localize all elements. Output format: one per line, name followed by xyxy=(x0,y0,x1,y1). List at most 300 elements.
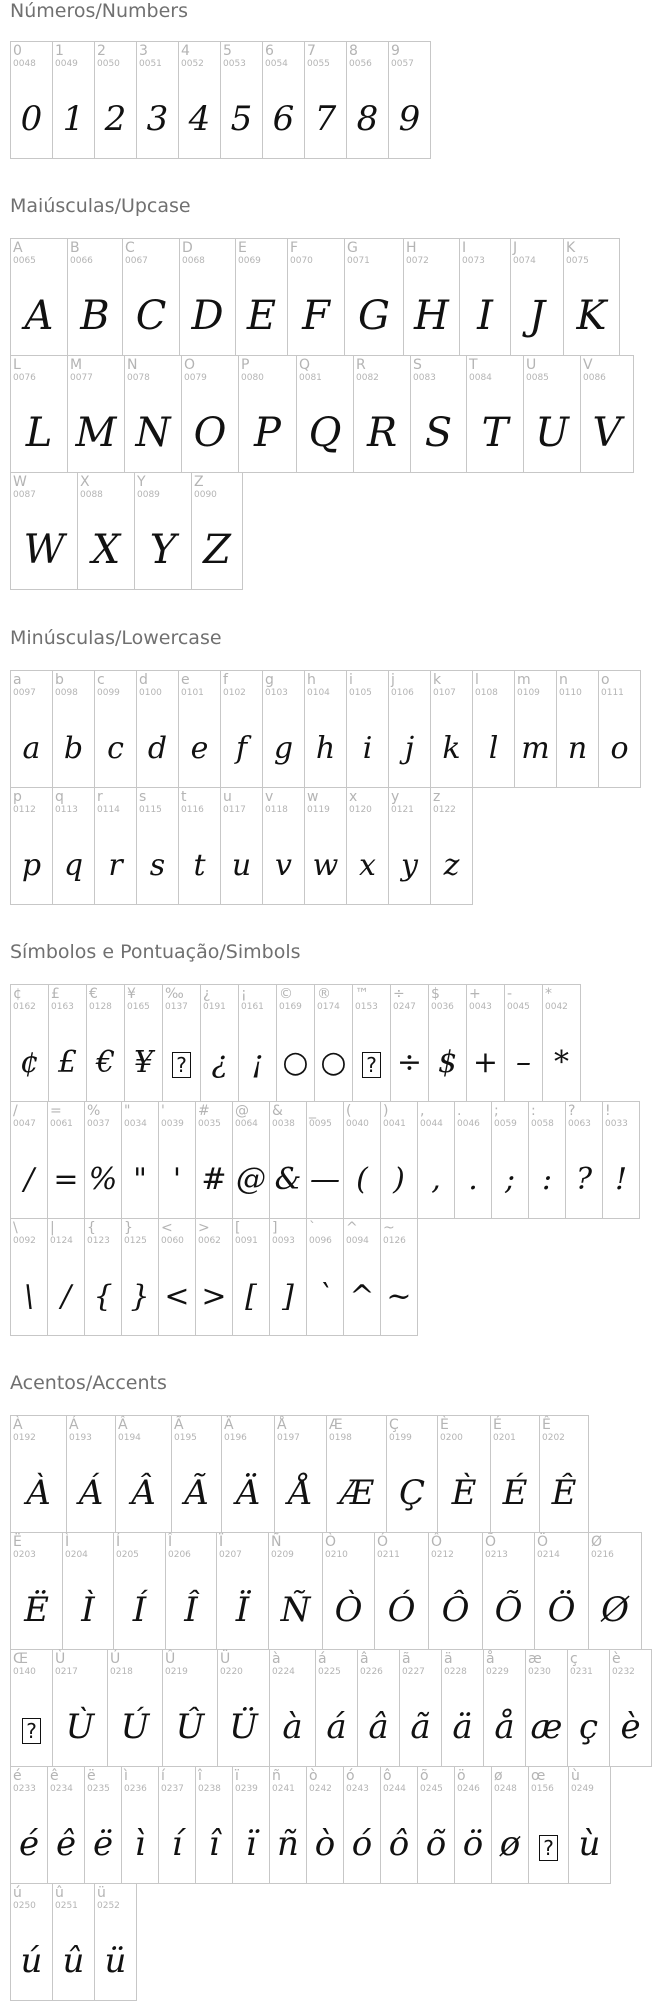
character-code: 0073 xyxy=(462,256,485,266)
glyph-cell-0074 xyxy=(510,238,564,356)
glyph-preview: S xyxy=(424,410,453,456)
glyph-cell-0061 xyxy=(47,1101,85,1219)
character-label: G xyxy=(347,240,358,256)
character-code: 0229 xyxy=(486,1667,509,1677)
character-code: 0201 xyxy=(493,1433,516,1443)
glyph-cell-0040 xyxy=(343,1101,381,1219)
glyph-cell-0098 xyxy=(52,670,95,788)
glyph-preview: ô xyxy=(388,1824,410,1864)
glyph-preview: Ë xyxy=(24,1590,49,1630)
character-code: 0162 xyxy=(13,1002,36,1012)
character-label: î xyxy=(198,1768,202,1784)
glyph-cell-0059 xyxy=(491,1101,529,1219)
missing-glyph-icon xyxy=(163,1029,200,1096)
glyph-preview: ú xyxy=(20,1941,43,1981)
character-label: = xyxy=(50,1103,62,1119)
glyph-cell-0125 xyxy=(121,1218,159,1336)
character-code: 0097 xyxy=(13,688,36,698)
missing-glyph-box: ? xyxy=(539,1835,558,1861)
character-code: 0049 xyxy=(55,59,78,69)
character-code: 0212 xyxy=(431,1550,454,1560)
character-label: Ã xyxy=(174,1417,184,1433)
character-label: É xyxy=(493,1417,502,1433)
character-label: U xyxy=(526,357,537,373)
character-code: 0098 xyxy=(55,688,78,698)
character-code: 0050 xyxy=(97,59,120,69)
character-label: © xyxy=(279,986,293,1002)
glyph-cell-0037 xyxy=(84,1101,122,1219)
character-code: 0108 xyxy=(475,688,498,698)
character-label: ? xyxy=(568,1103,576,1119)
glyph-preview: e xyxy=(190,731,209,766)
character-label: ø xyxy=(494,1768,503,1784)
character-label: Ù xyxy=(55,1651,66,1667)
glyph-cell-0055 xyxy=(304,41,347,159)
character-label: ¡ xyxy=(241,986,247,1002)
character-label: % xyxy=(87,1103,101,1119)
glyph-preview: % xyxy=(88,1162,118,1197)
glyph-preview: è xyxy=(620,1707,641,1747)
character-code: 0088 xyxy=(80,490,103,500)
character-label: ä xyxy=(444,1651,453,1667)
glyph-cell-0193 xyxy=(66,1415,116,1533)
character-code: 0069 xyxy=(238,256,261,266)
character-label: Ê xyxy=(542,1417,551,1433)
glyph-cell-0113 xyxy=(52,787,95,905)
glyph-cell-0174 xyxy=(314,984,353,1102)
character-label: K xyxy=(566,240,576,256)
character-label: 0 xyxy=(13,43,22,59)
character-code: 0241 xyxy=(272,1784,295,1794)
glyph-preview: Î xyxy=(184,1590,198,1630)
character-code: 0103 xyxy=(265,688,288,698)
character-label: P xyxy=(241,357,250,373)
character-code: 0209 xyxy=(271,1550,294,1560)
glyph-preview: Ú xyxy=(120,1707,150,1747)
character-label: $ xyxy=(431,986,440,1002)
glyph-preview: : xyxy=(541,1162,553,1197)
glyph-preview: ò xyxy=(314,1824,336,1864)
character-code: 0156 xyxy=(531,1784,554,1794)
glyph-preview: å xyxy=(494,1707,515,1747)
glyph-preview: n xyxy=(567,731,588,766)
character-code: 0048 xyxy=(13,59,36,69)
character-code: 0227 xyxy=(402,1667,425,1677)
character-label: l xyxy=(475,672,479,688)
glyph-preview: P xyxy=(254,410,281,456)
glyph-preview: – xyxy=(516,1045,531,1080)
glyph-preview: ñ xyxy=(277,1824,299,1864)
character-label: Ò xyxy=(325,1534,337,1550)
character-label: " xyxy=(124,1103,131,1119)
character-code: 0047 xyxy=(13,1119,36,1129)
character-label: à xyxy=(272,1651,281,1667)
character-label: c xyxy=(97,672,105,688)
missing-glyph-box: ? xyxy=(362,1052,381,1078)
character-label: Å xyxy=(277,1417,287,1433)
glyph-preview: J xyxy=(528,293,546,339)
glyph-cell-0243 xyxy=(343,1766,381,1884)
character-label: < xyxy=(161,1220,173,1236)
glyph-cell-0206 xyxy=(165,1532,217,1650)
glyph-cell-0075 xyxy=(563,238,620,356)
character-code: 0074 xyxy=(513,256,536,266)
character-label: D xyxy=(182,240,193,256)
character-code: 0216 xyxy=(591,1550,614,1560)
glyph-cell-0048 xyxy=(10,41,53,159)
character-code: 0232 xyxy=(612,1667,635,1677)
character-label: \ xyxy=(13,1220,18,1236)
character-label: ; xyxy=(494,1103,499,1119)
glyph-preview: p xyxy=(21,848,42,883)
glyph-cell-0100 xyxy=(136,670,179,788)
character-code: 0093 xyxy=(272,1236,295,1246)
character-label: E xyxy=(238,240,247,256)
character-label: á xyxy=(318,1651,327,1667)
character-code: 0091 xyxy=(235,1236,258,1246)
glyph-preview: 6 xyxy=(272,99,295,139)
character-code: 0128 xyxy=(89,1002,112,1012)
character-label: ‰ xyxy=(165,986,184,1002)
glyph-cell-0251 xyxy=(52,1883,95,2001)
character-label: I xyxy=(462,240,467,256)
glyph-preview: Y xyxy=(149,527,177,573)
glyph-preview: < xyxy=(164,1279,190,1314)
character-label: k xyxy=(433,672,442,688)
character-label: * xyxy=(545,986,552,1002)
glyph-preview: € xyxy=(95,1045,116,1080)
glyph-cell-0162 xyxy=(10,984,49,1102)
character-code: 0205 xyxy=(116,1550,139,1560)
character-label: g xyxy=(265,672,274,688)
character-code: 0200 xyxy=(440,1433,463,1443)
glyph-cell-0050 xyxy=(94,41,137,159)
glyph-cell-0118 xyxy=(262,787,305,905)
character-code: 0034 xyxy=(124,1119,147,1129)
character-label: Á xyxy=(69,1417,79,1433)
glyph-cell-0058 xyxy=(528,1101,566,1219)
glyph-preview: ¥ xyxy=(133,1045,154,1080)
character-code: 0211 xyxy=(377,1550,400,1560)
character-code: 0085 xyxy=(526,373,549,383)
character-label: Â xyxy=(118,1417,128,1433)
glyph-preview: . xyxy=(468,1162,478,1197)
character-code: 0191 xyxy=(203,1002,226,1012)
glyph-cell-0038 xyxy=(269,1101,307,1219)
character-code: 0118 xyxy=(265,805,288,815)
character-label: # xyxy=(198,1103,210,1119)
character-label: Æ xyxy=(329,1417,343,1433)
character-label: Û xyxy=(165,1651,176,1667)
character-code: 0198 xyxy=(329,1433,352,1443)
glyph-preview: î xyxy=(208,1824,220,1864)
glyph-cell-0046 xyxy=(454,1101,492,1219)
glyph-preview: / xyxy=(23,1162,35,1197)
character-label: f xyxy=(223,672,228,688)
glyph-preview: À xyxy=(26,1473,51,1513)
character-label: ) xyxy=(383,1103,389,1119)
missing-glyph-icon xyxy=(353,1029,390,1096)
glyph-cell-0073 xyxy=(459,238,511,356)
character-code: 0199 xyxy=(389,1433,412,1443)
character-code: 0099 xyxy=(97,688,120,698)
character-code: 0204 xyxy=(65,1550,88,1560)
glyph-cell-0093 xyxy=(269,1218,307,1336)
glyph-preview: K xyxy=(576,293,607,339)
glyph-cell-0252 xyxy=(94,1883,137,2001)
character-code: 0039 xyxy=(161,1119,184,1129)
character-label: 1 xyxy=(55,43,64,59)
character-label: p xyxy=(13,789,22,805)
character-code: 0249 xyxy=(571,1784,594,1794)
glyph-cell-0126 xyxy=(380,1218,418,1336)
glyph-cell-0089 xyxy=(134,472,192,590)
glyph-preview: 9 xyxy=(398,99,421,139)
character-label: Ä xyxy=(224,1417,234,1433)
glyph-cell-0216 xyxy=(588,1532,642,1650)
glyph-preview: , xyxy=(431,1162,441,1197)
character-label: V xyxy=(583,357,593,373)
glyph-preview: m xyxy=(521,731,550,766)
glyph-preview: ' xyxy=(172,1162,182,1197)
glyph-preview: k xyxy=(442,731,461,766)
glyph-preview: [ xyxy=(245,1279,257,1314)
glyph-preview: u xyxy=(231,848,252,883)
character-label: ' xyxy=(161,1103,165,1119)
glyph-cell-0204 xyxy=(62,1532,114,1650)
glyph-preview: T xyxy=(481,410,509,456)
character-code: 0234 xyxy=(50,1784,73,1794)
character-code: 0207 xyxy=(219,1550,242,1560)
glyph-preview: y xyxy=(401,848,418,883)
glyph-preview: H xyxy=(414,293,449,339)
character-code: 0237 xyxy=(161,1784,184,1794)
missing-glyph-box: ? xyxy=(22,1718,41,1744)
character-label: i xyxy=(349,672,353,688)
glyph-cell-0085 xyxy=(523,355,581,473)
character-code: 0102 xyxy=(223,688,246,698)
character-label: ü xyxy=(97,1885,106,1901)
character-code: 0051 xyxy=(139,59,162,69)
character-code: 0106 xyxy=(391,688,414,698)
glyph-cell-0105 xyxy=(346,670,389,788)
glyph-preview: q xyxy=(63,848,84,883)
glyph-preview: E xyxy=(246,293,277,339)
character-label: ç xyxy=(570,1651,578,1667)
character-code: 0101 xyxy=(181,688,204,698)
character-label: C xyxy=(125,240,135,256)
glyph-preview: é xyxy=(18,1824,40,1864)
character-code: 0078 xyxy=(127,373,150,383)
character-label: v xyxy=(265,789,274,805)
character-label: Z xyxy=(194,474,204,490)
glyph-cell-0120 xyxy=(346,787,389,905)
character-label: Ø xyxy=(591,1534,603,1550)
glyph-preview: ¢ xyxy=(19,1045,40,1080)
character-label: ú xyxy=(13,1885,22,1901)
glyph-preview: â xyxy=(368,1707,389,1747)
glyph-preview: h xyxy=(315,731,336,766)
glyph-preview: z xyxy=(443,848,460,883)
glyph-preview: X xyxy=(91,527,121,573)
glyph-cell-0045 xyxy=(504,984,543,1102)
character-label: 5 xyxy=(223,43,232,59)
glyph-cell-0137 xyxy=(162,984,201,1102)
character-label: Î xyxy=(168,1534,173,1550)
glyph-cell-0116 xyxy=(178,787,221,905)
glyph-preview: Û xyxy=(175,1707,205,1747)
glyph-preview: 1 xyxy=(62,99,85,139)
glyph-cell-0219 xyxy=(162,1649,218,1767)
character-code: 0110 xyxy=(559,688,582,698)
character-label: [ xyxy=(235,1220,241,1236)
character-label: . xyxy=(457,1103,462,1119)
glyph-cell-0095 xyxy=(306,1101,344,1219)
character-code: 0100 xyxy=(139,688,162,698)
glyph-cell-0122 xyxy=(430,787,473,905)
character-label: ù xyxy=(571,1768,580,1784)
glyph-cell-0053 xyxy=(220,41,263,159)
character-code: 0082 xyxy=(356,373,379,383)
glyph-preview: 7 xyxy=(314,99,337,139)
glyph-cell-0248 xyxy=(491,1766,529,1884)
character-label: ñ xyxy=(272,1768,281,1784)
character-label: d xyxy=(139,672,148,688)
glyph-cell-0087 xyxy=(10,472,78,590)
glyph-cell-0082 xyxy=(353,355,411,473)
glyph-cell-0140 xyxy=(10,1649,53,1767)
glyph-preview: w xyxy=(312,848,339,883)
character-code: 0064 xyxy=(235,1119,258,1129)
character-code: 0063 xyxy=(568,1119,591,1129)
character-code: 0095 xyxy=(309,1119,332,1129)
character-code: 0087 xyxy=(13,490,36,500)
glyph-cell-0102 xyxy=(220,670,263,788)
character-code: 0210 xyxy=(325,1550,348,1560)
glyph-cell-0072 xyxy=(403,238,460,356)
character-code: 0137 xyxy=(165,1002,188,1012)
glyph-cell-0035 xyxy=(195,1101,233,1219)
glyph-cell-0246 xyxy=(454,1766,492,1884)
character-label: ó xyxy=(346,1768,355,1784)
character-label: í xyxy=(161,1768,165,1784)
character-code: 0083 xyxy=(413,373,436,383)
character-code: 0197 xyxy=(277,1433,300,1443)
glyph-cell-0066 xyxy=(67,238,123,356)
character-label: 7 xyxy=(307,43,316,59)
character-label: ì xyxy=(124,1768,128,1784)
character-code: 0077 xyxy=(70,373,93,383)
glyph-cell-0169 xyxy=(276,984,315,1102)
glyph-preview: ) xyxy=(393,1162,405,1197)
character-label: r xyxy=(97,789,103,805)
glyph-preview: ; xyxy=(504,1162,516,1197)
glyph-preview: Á xyxy=(78,1473,104,1513)
glyph-preview: O xyxy=(193,410,227,456)
glyph-preview: É xyxy=(502,1473,528,1513)
glyph-preview: à xyxy=(282,1707,303,1747)
character-code: 0247 xyxy=(393,1002,416,1012)
glyph-cell-0241 xyxy=(269,1766,307,1884)
character-code: 0233 xyxy=(13,1784,36,1794)
glyph-preview: Õ xyxy=(494,1590,523,1630)
glyph-cell-0042 xyxy=(542,984,581,1102)
glyph-cell-0114 xyxy=(94,787,137,905)
character-code: 0058 xyxy=(531,1119,554,1129)
character-code: 0246 xyxy=(457,1784,480,1794)
glyph-preview: s xyxy=(149,848,166,883)
character-label: û xyxy=(55,1885,64,1901)
glyph-cell-0242 xyxy=(306,1766,344,1884)
character-code: 0044 xyxy=(420,1119,443,1129)
glyph-preview: 4 xyxy=(188,99,211,139)
character-label: ] xyxy=(272,1220,278,1236)
glyph-cell-0109 xyxy=(514,670,557,788)
character-code: 0035 xyxy=(198,1119,221,1129)
glyph-cell-0062 xyxy=(195,1218,233,1336)
character-label: õ xyxy=(420,1768,429,1784)
character-code: 0238 xyxy=(198,1784,221,1794)
glyph-cell-0080 xyxy=(238,355,297,473)
character-code: 0123 xyxy=(87,1236,110,1246)
character-code: 0060 xyxy=(161,1236,184,1246)
character-label: } xyxy=(124,1220,133,1236)
glyph-cell-0103 xyxy=(262,670,305,788)
glyph-preview: M xyxy=(75,410,117,456)
character-label: H xyxy=(406,240,417,256)
glyph-cell-0191 xyxy=(200,984,239,1102)
glyph-preview: ì xyxy=(134,1824,146,1864)
glyph-cell-0078 xyxy=(124,355,182,473)
character-code: 0140 xyxy=(13,1667,36,1677)
glyph-preview: * xyxy=(554,1045,569,1080)
character-code: 0090 xyxy=(194,490,217,500)
character-label: 4 xyxy=(181,43,190,59)
glyph-preview: ë xyxy=(92,1824,114,1864)
glyph-preview: \ xyxy=(23,1279,35,1314)
glyph-preview: £ xyxy=(57,1045,78,1080)
missing-glyph-box: ? xyxy=(172,1052,191,1078)
glyph-preview: B xyxy=(80,293,110,339)
character-label: y xyxy=(391,789,400,805)
glyph-cell-0081 xyxy=(296,355,354,473)
glyph-cell-0071 xyxy=(344,238,404,356)
character-code: 0037 xyxy=(87,1119,110,1129)
character-code: 0214 xyxy=(537,1550,560,1560)
character-code: 0061 xyxy=(50,1119,73,1129)
glyph-cell-0110 xyxy=(556,670,599,788)
glyph-cell-0249 xyxy=(568,1766,611,1884)
section-title-maiusculas-upcase: Maiúsculas/Upcase xyxy=(10,195,191,217)
character-code: 0111 xyxy=(601,688,624,698)
character-code: 0071 xyxy=(347,256,370,266)
character-code: 0195 xyxy=(174,1433,197,1443)
glyph-preview: C xyxy=(135,293,167,339)
character-label: ê xyxy=(50,1768,59,1784)
glyph-preview: õ xyxy=(425,1824,447,1864)
character-label: ÷ xyxy=(393,986,405,1002)
character-label: Q xyxy=(299,357,311,373)
character-code: 0056 xyxy=(349,59,372,69)
glyph-cell-0111 xyxy=(598,670,641,788)
glyph-cell-0198 xyxy=(326,1415,387,1533)
character-code: 0045 xyxy=(507,1002,530,1012)
character-code: 0213 xyxy=(485,1550,508,1560)
character-code: 0124 xyxy=(50,1236,73,1246)
character-code: 0075 xyxy=(566,256,589,266)
character-code: 0219 xyxy=(165,1667,188,1677)
glyph-cell-0205 xyxy=(113,1532,166,1650)
